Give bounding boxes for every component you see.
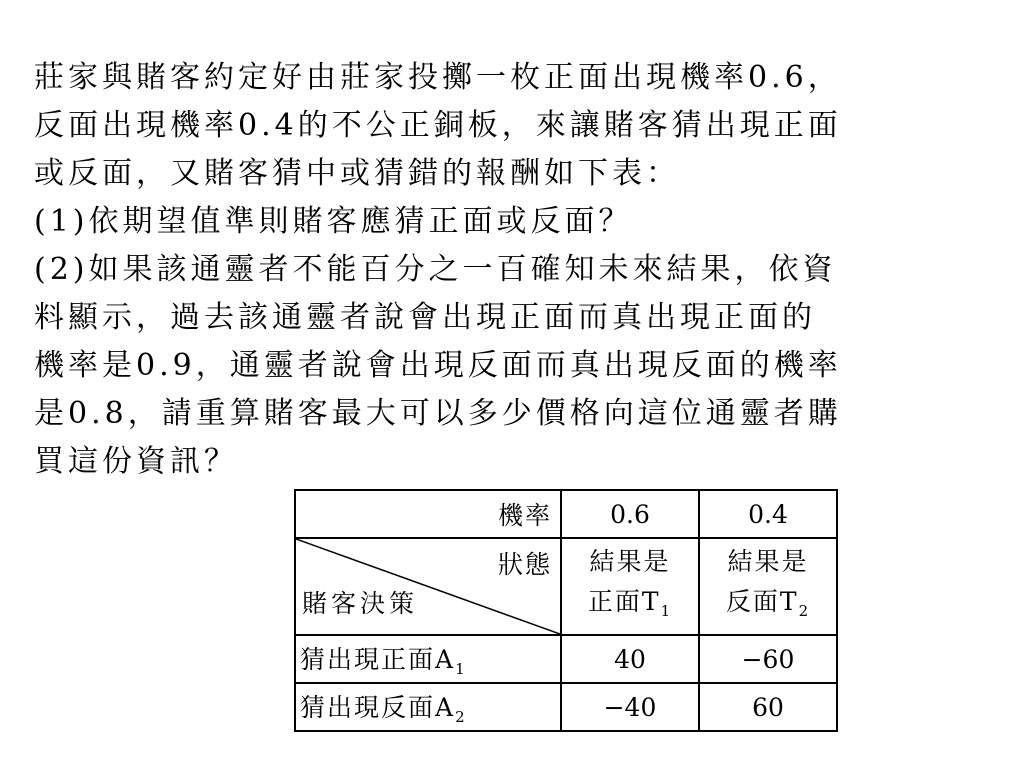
outcome-t2-subscript: 2 xyxy=(798,602,811,620)
outcome-t1-text: 正面T xyxy=(587,587,661,616)
decision-a2-text: 猜出現反面A xyxy=(300,693,456,722)
question-2-line-1: (2)如果該通靈者不能百分之一百確知未來結果，依資 xyxy=(34,252,837,287)
decision-row-a2 xyxy=(295,683,837,731)
question-2-line-5: 買這份資訊？ xyxy=(34,444,238,479)
question-2-line-2: 料顯示，過去該通靈者說會出現正面而真出現正面的 xyxy=(34,300,816,335)
state-label: 狀態 xyxy=(497,550,552,579)
decision-a1-label xyxy=(295,635,561,683)
outcome-t1-subscript: 1 xyxy=(660,602,673,620)
decision-label: 賭客決策 xyxy=(302,589,419,618)
probability-label: 機率 xyxy=(295,490,561,538)
payoff-a2-t2: 60 xyxy=(699,683,837,731)
outcome-t2-line2 xyxy=(700,582,836,631)
payoff-table-container xyxy=(294,489,838,732)
payoff-table xyxy=(294,489,838,732)
problem-line-3: 或反面，又賭客猜中或猜錯的報酬如下表： xyxy=(34,156,680,191)
problem-line-2: 反面出現機率0.4的不公正銅板，來讓賭客猜出現正面 xyxy=(34,108,842,143)
payoff-a2-t1: −40 xyxy=(561,683,699,731)
header-row xyxy=(295,538,837,635)
problem-text xyxy=(34,54,994,486)
diagonal-header-cell xyxy=(295,538,561,635)
decision-row-a1 xyxy=(295,635,837,683)
probability-row xyxy=(295,490,837,538)
decision-a2-label xyxy=(295,683,561,731)
question-2-line-4: 是0.8，請重算賭客最大可以多少價格向這位通靈者購 xyxy=(34,396,842,431)
outcome-t1-header xyxy=(561,538,699,635)
question-2-line-3: 機率是0.9，通靈者說會出現反面而真出現反面的機率 xyxy=(34,348,842,383)
problem-line-1: 莊家與賭客約定好由莊家投擲一枚正面出現機率0.6， xyxy=(34,60,842,95)
outcome-t2-header xyxy=(699,538,837,635)
outcome-t1-line2 xyxy=(562,582,698,631)
decision-a2-subscript: 2 xyxy=(455,708,467,726)
outcome-t2-line1: 結果是 xyxy=(727,547,809,576)
payoff-a1-t2: −60 xyxy=(699,635,837,683)
probability-t2: 0.4 xyxy=(699,490,837,538)
decision-a1-text: 猜出現正面A xyxy=(300,645,456,674)
outcome-t1-line1: 結果是 xyxy=(589,547,671,576)
outcome-t2-text: 反面T xyxy=(725,587,799,616)
payoff-a1-t1: 40 xyxy=(561,635,699,683)
decision-a1-subscript: 1 xyxy=(455,660,467,678)
question-1-line: (1)依期望值準則賭客應猜正面或反面？ xyxy=(34,204,633,239)
probability-t1: 0.6 xyxy=(561,490,699,538)
